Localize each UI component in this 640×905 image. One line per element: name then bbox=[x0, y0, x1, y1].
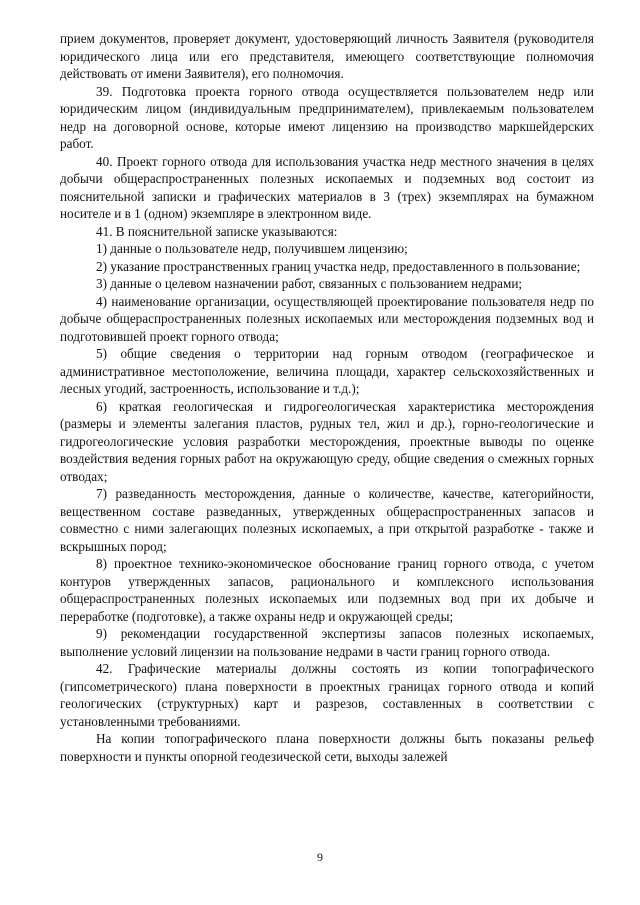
paragraph-continuation: прием документов, проверяет документ, удостоверяющий личность Заявителя (руководителя юридического лица или его представителя, имеющего соответствующие полномочия действовать от имени Заявителя), его полномочия. bbox=[60, 31, 594, 81]
list-item-4: 4) наименование организации, осуществляющей проектирование пользователя недр по добыче общераспространенных полезных ископаемых или месторождения подземных вод и подготовившей проект горного отвода; bbox=[60, 293, 594, 344]
paragraph-41: 41. В пояснительной записке указываются: bbox=[96, 223, 338, 239]
list-item-6: 6) краткая геологическая и гидрогеологическая характеристика месторождения (размеры и элементы залегания пластов, рудных тел, жил и др.), горно-геологические и гидрогеологические условия разработки месторождения, проектные выводы по оценке воздействия ведения горных работ на окружающую среду, общие сведения о смежных горных отводах; bbox=[60, 398, 594, 484]
paragraph-39: 39. Подготовка проекта горного отвода осуществляется пользователем недр или юридическим лицом (индивидуальным предпринимателем), привлекаемым пользователем недр на договорной основе, которые имеют лицензию на производство маркшейдерских работ. bbox=[60, 83, 594, 151]
document-body bbox=[60, 30, 594, 765]
list-item-7: 7) разведанность месторождения, данные о количестве, качестве, категорийности, вещественном составе разведанных, утвержденных общераспространенных запасов и совместно с ними залегающих полезных ископаемых, а при открытой разработке - также и вскрышных пород; bbox=[60, 486, 594, 554]
paragraph-42: 42. Графические материалы должны состоять из копии топографического (гипсометрического) плана поверхности в проектных границах горного отвода и копий геологических (структурных) карт и разрезов, составленных в соответствии с установленными требованиями. bbox=[60, 661, 594, 729]
paragraph-topographic-plan: На копии топографического плана поверхности должны быть показаны рельеф поверхности и пункты опорной геодезической сети, выходы залежей bbox=[60, 731, 594, 764]
list-item-5: 5) общие сведения о территории над горным отводом (географическое и административное местоположение, величина площади, характер сельскохозяйственных и лесных угодий, застроенность, использование и т.д.); bbox=[60, 346, 594, 396]
list-item-1: 1) данные о пользователе недр, получившем лицензию; bbox=[96, 241, 408, 256]
page-number: 9 bbox=[317, 850, 323, 864]
list-item-9: 9) рекомендации государственной экспертизы запасов полезных ископаемых, выполнение условий лицензии на пользование недрами в части границ горного отвода. bbox=[60, 626, 594, 659]
paragraph-40: 40. Проект горного отвода для использования участка недр местного значения в целях добычи общераспространенных полезных ископаемых и подземных вод состоит из пояснительной записки и графических материалов в 3 (трех) экземплярах на бумажном носителе и в 1 (одном) экземпляре в электронном виде. bbox=[60, 153, 594, 221]
list-item-2: 2) указание пространственных границ участка недр, предоставленного в пользование; bbox=[96, 258, 581, 274]
list-item-8: 8) проектное технико-экономическое обоснование границ горного отвода, с учетом контуров утвержденных запасов, рационального и комплексного использования общераспространенных полезных ископаемых или подземных вод при их добыче и переработке (подготовке), а также охраны недр и окружающей среды; bbox=[60, 556, 594, 624]
list-item-3: 3) данные о целевом назначении работ, связанных с пользованием недрами; bbox=[96, 276, 523, 291]
